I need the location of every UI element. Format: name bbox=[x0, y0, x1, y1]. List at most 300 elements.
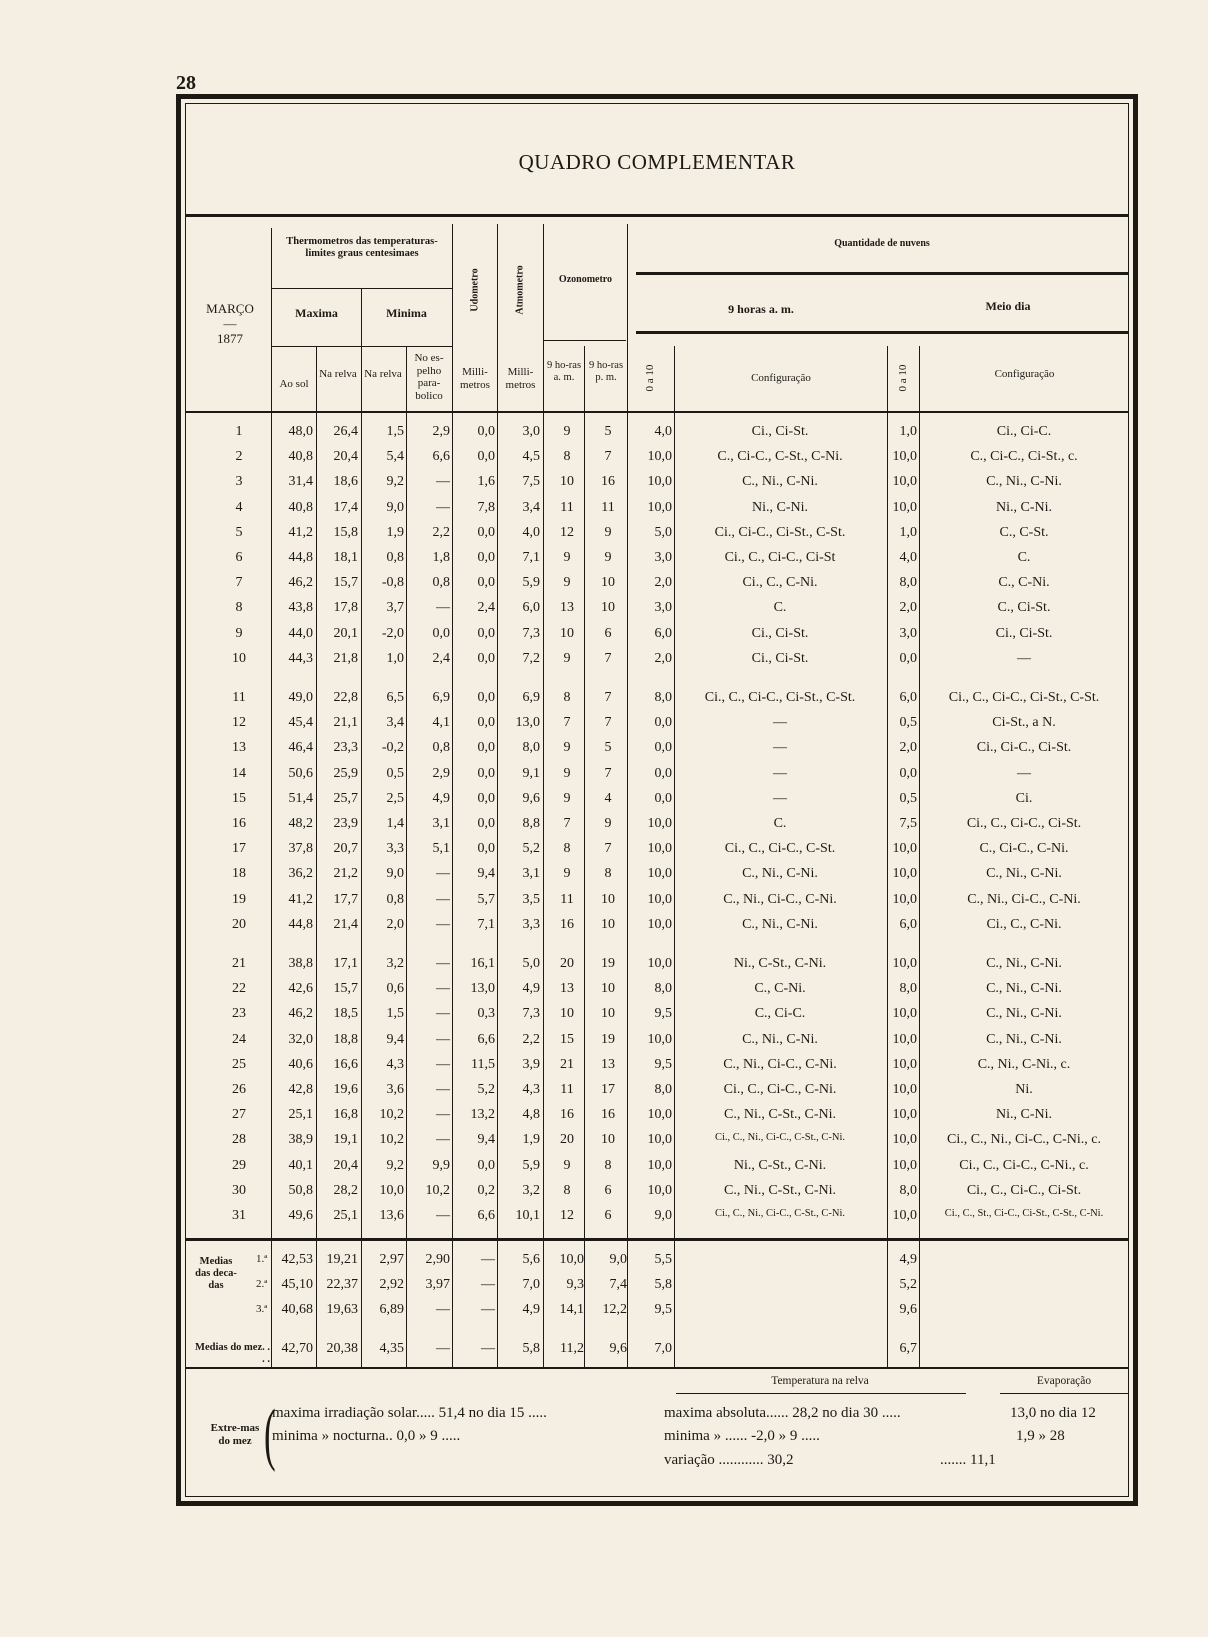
table-cell: 3,1 bbox=[522, 866, 540, 882]
table-cell: 13 bbox=[601, 1056, 615, 1072]
table-cell: 13,0 bbox=[470, 981, 495, 997]
ext-line2-right: 1,9 » 28 bbox=[1016, 1428, 1065, 1444]
table-cell: 1,8 bbox=[432, 550, 450, 565]
table-cell: 10,0 bbox=[892, 474, 917, 490]
table-cell: 0,0 bbox=[654, 715, 672, 731]
table-cell: 9 bbox=[563, 550, 571, 565]
table-cell: 10 bbox=[601, 575, 615, 591]
table-cell: 10,0 bbox=[647, 1157, 672, 1173]
table-cell: 10,0 bbox=[892, 841, 917, 857]
header-atmometro: Atmometro bbox=[514, 265, 526, 315]
table-cell: 17,4 bbox=[333, 499, 358, 515]
table-cell: 16,8 bbox=[333, 1107, 358, 1123]
table-cell: — bbox=[436, 600, 450, 616]
table-cell: 51,4 bbox=[288, 790, 313, 806]
table-cell: 10,0 bbox=[647, 1107, 672, 1123]
table-cell: — bbox=[436, 1056, 450, 1072]
table-cell: 7,8 bbox=[477, 499, 495, 515]
header-ao-sol: Ao sol bbox=[279, 378, 309, 390]
table-cell: 8,0 bbox=[654, 690, 672, 705]
table-cell: C., Ni., C-Ni. bbox=[742, 1031, 818, 1047]
header-config-noon: Configuração bbox=[994, 368, 1055, 380]
table-cell: 3,9 bbox=[522, 1056, 540, 1072]
table-cell: 0,0 bbox=[654, 740, 672, 756]
day-cell: 23 bbox=[232, 1006, 246, 1022]
table-cell: 23,3 bbox=[333, 740, 358, 756]
table-cell: 17,8 bbox=[333, 600, 358, 616]
table-cell: Ni., C-St., C-Ni. bbox=[733, 956, 827, 971]
table-cell: 0,0 bbox=[477, 740, 495, 756]
ext-line3-mid: variação ............ 30,2 bbox=[664, 1452, 794, 1468]
table-cell: 40,6 bbox=[288, 1056, 313, 1072]
means-cell: — bbox=[481, 1277, 495, 1292]
table-cell: 2,4 bbox=[477, 600, 495, 616]
temp-header-rule bbox=[676, 1393, 966, 1394]
table-cell: 4,9 bbox=[522, 981, 540, 997]
table-cell: 10,2 bbox=[379, 1107, 404, 1123]
table-cell: 3,0 bbox=[654, 550, 672, 565]
table-cell: 3,0 bbox=[899, 625, 917, 641]
means-noon-cell: 5,2 bbox=[899, 1277, 917, 1292]
table-cell: 7 bbox=[563, 715, 571, 731]
table-cell: 3,4 bbox=[522, 499, 540, 515]
means-end-rule bbox=[186, 1367, 1128, 1369]
means-cell: 9,6 bbox=[609, 1341, 627, 1356]
means-cell: 19,63 bbox=[326, 1302, 358, 1317]
table-cell: 10 bbox=[601, 1132, 615, 1148]
day-cell: 29 bbox=[232, 1157, 246, 1173]
table-cell: 10 bbox=[560, 1006, 574, 1022]
table-cell: 10,0 bbox=[647, 474, 672, 490]
day-cell: 10 bbox=[232, 650, 246, 666]
table-cell: 8 bbox=[563, 449, 571, 465]
table-cell: 9,1 bbox=[522, 765, 540, 781]
col-rule bbox=[627, 224, 628, 1368]
header-bottom-rule bbox=[186, 411, 1128, 413]
table-cell: 0,0 bbox=[477, 690, 495, 705]
col-rule bbox=[406, 346, 407, 1368]
table-cell: 8,0 bbox=[899, 575, 917, 591]
table-cell: 48,2 bbox=[288, 816, 313, 831]
table-cell: 9,6 bbox=[522, 790, 540, 806]
day-cell: 19 bbox=[232, 891, 246, 907]
table-cell: 0,0 bbox=[899, 765, 917, 781]
table-cell: 41,2 bbox=[288, 524, 313, 540]
table-cell: 10,0 bbox=[647, 956, 672, 971]
table-cell: 10,0 bbox=[647, 841, 672, 857]
table-cell: 2,2 bbox=[432, 524, 450, 540]
table-cell: 44,8 bbox=[288, 550, 313, 565]
table-cell: -2,0 bbox=[381, 625, 404, 641]
means-cell: — bbox=[481, 1302, 495, 1317]
table-cell: 13,6 bbox=[379, 1208, 404, 1223]
means-cell: 2,92 bbox=[379, 1277, 404, 1292]
table-cell: 4,9 bbox=[432, 790, 450, 806]
table-cell: 0,0 bbox=[477, 625, 495, 641]
table-cell: 40,8 bbox=[288, 499, 313, 515]
table-cell: 9 bbox=[563, 1157, 571, 1173]
table-cell: 0,0 bbox=[477, 650, 495, 666]
table-cell: 0,6 bbox=[386, 981, 404, 997]
table-cell: 15,8 bbox=[333, 524, 358, 540]
table-cell: C., Ci-C. bbox=[754, 1006, 806, 1022]
table-cell: 6,9 bbox=[522, 690, 540, 705]
table-cell: — bbox=[436, 474, 450, 490]
table-cell: 0,0 bbox=[477, 715, 495, 731]
decade-number: 1.ª bbox=[256, 1253, 268, 1265]
table-cell: — bbox=[436, 1132, 450, 1148]
ozono-sub-rule bbox=[544, 340, 626, 341]
means-cell: 7,0 bbox=[522, 1277, 540, 1292]
means-noon-cell: 6,7 bbox=[899, 1341, 917, 1356]
table-cell: 18,8 bbox=[333, 1031, 358, 1047]
table-cell: — bbox=[436, 1107, 450, 1123]
day-cell: 7 bbox=[235, 575, 243, 591]
table-cell: 9,0 bbox=[386, 499, 404, 515]
table-cell: C., Ci-C., C-Ni. bbox=[979, 841, 1069, 857]
table-cell: 10 bbox=[601, 981, 615, 997]
means-cell: 12,2 bbox=[602, 1302, 627, 1317]
table-cell: 10,1 bbox=[515, 1208, 540, 1223]
table-cell: 38,9 bbox=[288, 1132, 313, 1148]
table-cell: Ci., C., C-Ni. bbox=[986, 916, 1062, 932]
table-cell: Ci., C., Ci-C., C-Ni. bbox=[723, 1082, 837, 1097]
day-cell: 9 bbox=[235, 625, 243, 641]
table-cell: 1,9 bbox=[386, 524, 404, 540]
table-cell: 9 bbox=[563, 765, 571, 781]
table-cell: 2,4 bbox=[432, 650, 450, 666]
table-cell: 10,0 bbox=[892, 1208, 917, 1223]
table-cell: 11 bbox=[560, 891, 574, 907]
table-cell: 8 bbox=[604, 1157, 612, 1173]
table-cell: 4,1 bbox=[432, 715, 450, 731]
table-cell: 11 bbox=[560, 1082, 574, 1097]
table-cell: C., Ni., C-St., C-Ni. bbox=[723, 1182, 837, 1198]
table-cell: 25,1 bbox=[288, 1107, 313, 1123]
means-cell: 45,10 bbox=[281, 1277, 313, 1292]
table-cell: 46,4 bbox=[288, 740, 313, 756]
table-cell: 10,0 bbox=[647, 891, 672, 907]
table-cell: 18,5 bbox=[333, 1006, 358, 1022]
table-cell: — bbox=[773, 740, 787, 756]
table-cell: — bbox=[1017, 765, 1031, 781]
table-cell: 9 bbox=[563, 424, 571, 439]
table-cell: 7,3 bbox=[522, 1006, 540, 1022]
table-cell: 21,2 bbox=[333, 866, 358, 882]
table-cell: 7,5 bbox=[522, 474, 540, 490]
table-cell: 2,2 bbox=[522, 1031, 540, 1047]
table-cell: C., Ni., C-Ni. bbox=[986, 956, 1062, 971]
table-cell: 49,0 bbox=[288, 690, 313, 705]
table-cell: 18,1 bbox=[333, 550, 358, 565]
day-cell: 21 bbox=[232, 956, 246, 971]
table-cell: 23,9 bbox=[333, 816, 358, 831]
month-means-label: Medias do mez. . . . bbox=[195, 1342, 270, 1366]
table-cell: 20,4 bbox=[333, 449, 358, 465]
table-cell: Ci., C., Ci-C., Ci-St., C-St. bbox=[948, 690, 1100, 705]
table-cell: 0,0 bbox=[477, 424, 495, 439]
table-cell: 10,0 bbox=[892, 891, 917, 907]
table-cell: 6,0 bbox=[654, 625, 672, 641]
table-cell: Ci., Ci-C. bbox=[996, 424, 1052, 439]
table-cell: 10 bbox=[601, 1006, 615, 1022]
table-cell: Ci., C., Ci-C., Ci-St. bbox=[966, 816, 1082, 831]
table-cell: 31,4 bbox=[288, 474, 313, 490]
table-cell: 0,2 bbox=[477, 1182, 495, 1198]
table-cell: 26,4 bbox=[333, 424, 358, 439]
table-cell: 6,9 bbox=[432, 690, 450, 705]
table-cell: 2,9 bbox=[432, 424, 450, 439]
table-cell: 0,5 bbox=[899, 715, 917, 731]
table-cell: 50,6 bbox=[288, 765, 313, 781]
decade-label: Medias das deca-das bbox=[195, 1256, 237, 1292]
col-rule bbox=[919, 346, 920, 1368]
header-oz-pm: 9 ho-ras p. m. bbox=[588, 360, 624, 384]
table-cell: 2,0 bbox=[654, 575, 672, 591]
table-cell: 17,7 bbox=[333, 891, 358, 907]
table-cell: 18,6 bbox=[333, 474, 358, 490]
table-cell: 11 bbox=[560, 499, 574, 515]
table-cell: 10,0 bbox=[892, 956, 917, 971]
table-cell: Ci., C., Ni., Ci-C., C-St., C-Ni. bbox=[714, 1208, 846, 1219]
table-cell: 9 bbox=[604, 550, 612, 565]
day-cell: 16 bbox=[232, 816, 246, 831]
means-cell: 42,70 bbox=[281, 1341, 313, 1356]
day-cell: 22 bbox=[232, 981, 246, 997]
means-cell: 5,6 bbox=[522, 1252, 540, 1267]
table-cell: 0,0 bbox=[477, 1157, 495, 1173]
table-cell: 16 bbox=[601, 1107, 615, 1123]
header-clouds: Quantidade de nuvens bbox=[834, 238, 930, 249]
table-cell: 9,9 bbox=[432, 1157, 450, 1173]
table-cell: Ni., C-Ni. bbox=[996, 499, 1052, 515]
table-cell: 10,0 bbox=[892, 1157, 917, 1173]
table-cell: 1,5 bbox=[386, 424, 404, 439]
table-cell: 3,7 bbox=[386, 600, 404, 616]
day-cell: 2 bbox=[235, 449, 243, 465]
table-cell: 6,0 bbox=[899, 690, 917, 705]
col-rule bbox=[584, 346, 585, 1368]
table-cell: 1,4 bbox=[386, 816, 404, 831]
table-cell: 17,1 bbox=[333, 956, 358, 971]
means-cell: 40,68 bbox=[281, 1302, 313, 1317]
table-cell: 19,6 bbox=[333, 1082, 358, 1097]
evap-header-rule bbox=[1000, 1393, 1128, 1394]
table-cell: 0,0 bbox=[654, 765, 672, 781]
day-cell: 24 bbox=[232, 1031, 246, 1047]
data-end-rule bbox=[186, 1238, 1128, 1241]
table-cell: — bbox=[436, 1208, 450, 1223]
day-cell: 13 bbox=[232, 740, 246, 756]
table-cell: 10,0 bbox=[892, 1031, 917, 1047]
day-cell: 15 bbox=[232, 790, 246, 806]
table-cell: 3,2 bbox=[522, 1182, 540, 1198]
day-cell: 17 bbox=[232, 841, 246, 857]
table-cell: 8,0 bbox=[899, 1182, 917, 1198]
month-dash: — bbox=[223, 315, 237, 331]
temp-header: Temperatura na relva bbox=[771, 1375, 869, 1387]
year-label: 1877 bbox=[217, 330, 243, 346]
table-cell: 16 bbox=[601, 474, 615, 490]
table-cell: 4,0 bbox=[654, 424, 672, 439]
table-cell: 5,7 bbox=[477, 891, 495, 907]
header-espelho: No es-pelho para-bolico bbox=[414, 352, 444, 402]
table-cell: 2,0 bbox=[899, 740, 917, 756]
table-cell: — bbox=[436, 916, 450, 932]
table-cell: 20 bbox=[560, 956, 574, 971]
table-cell: 1,0 bbox=[899, 524, 917, 540]
table-cell: 9 bbox=[604, 524, 612, 540]
table-cell: 10,0 bbox=[892, 449, 917, 465]
table-title: QUADRO COMPLEMENTAR bbox=[518, 150, 796, 174]
header-nine-am: 9 horas a. m. bbox=[728, 302, 794, 316]
table-cell: 0,5 bbox=[386, 765, 404, 781]
day-cell: 18 bbox=[232, 866, 246, 882]
table-cell: 7,2 bbox=[522, 650, 540, 666]
table-cell: 44,8 bbox=[288, 916, 313, 932]
table-cell: 0,0 bbox=[477, 841, 495, 857]
table-cell: 16,6 bbox=[333, 1056, 358, 1072]
means-cell: 2,90 bbox=[425, 1252, 450, 1267]
table-cell: 16 bbox=[560, 1107, 574, 1123]
header-scale-noon: 0 a 10 bbox=[897, 364, 909, 392]
means-cell: 22,37 bbox=[326, 1277, 358, 1292]
day-cell: 12 bbox=[232, 715, 246, 731]
table-cell: 20,7 bbox=[333, 841, 358, 857]
table-cell: — bbox=[436, 1006, 450, 1022]
table-cell: 7 bbox=[604, 841, 612, 857]
table-cell: 20,4 bbox=[333, 1157, 358, 1173]
table-cell: C., Ni., C-Ni. bbox=[742, 474, 818, 490]
table-cell: 10,0 bbox=[892, 1006, 917, 1022]
table-cell: C., Ni., Ci-C., C-Ni. bbox=[967, 891, 1081, 907]
table-cell: 7,3 bbox=[522, 625, 540, 641]
table-cell: 44,0 bbox=[288, 625, 313, 641]
table-cell: 4,8 bbox=[522, 1107, 540, 1123]
table-cell: — bbox=[436, 956, 450, 971]
table-cell: Ci., C., Ci-C., Ci-St bbox=[724, 550, 836, 565]
day-cell: 1 bbox=[235, 424, 243, 439]
table-cell: 0,0 bbox=[654, 790, 672, 806]
table-cell: 6,6 bbox=[477, 1031, 495, 1047]
table-cell: 7 bbox=[604, 650, 612, 666]
means-cell: — bbox=[481, 1341, 495, 1356]
col-rule bbox=[316, 346, 317, 1368]
day-cell: 8 bbox=[235, 600, 243, 616]
table-cell: 10,0 bbox=[647, 866, 672, 882]
header-na-relva-min: Na relva bbox=[364, 368, 402, 380]
table-cell: 9 bbox=[563, 650, 571, 666]
table-cell: 4,0 bbox=[899, 550, 917, 565]
table-cell: 40,8 bbox=[288, 449, 313, 465]
table-cell: 9,4 bbox=[477, 866, 495, 882]
table-cell: 16,1 bbox=[470, 956, 495, 971]
table-cell: 17 bbox=[601, 1082, 615, 1097]
table-cell: 45,4 bbox=[288, 715, 313, 731]
table-cell: 1,5 bbox=[386, 1006, 404, 1022]
table-cell: 9 bbox=[563, 790, 571, 806]
table-cell: 7 bbox=[604, 690, 612, 705]
table-cell: C. bbox=[773, 600, 787, 616]
day-cell: 28 bbox=[232, 1132, 246, 1148]
table-cell: 10,0 bbox=[379, 1182, 404, 1198]
means-cell: 6,89 bbox=[379, 1302, 404, 1317]
table-cell: 0,0 bbox=[432, 625, 450, 641]
day-cell: 4 bbox=[235, 499, 243, 515]
day-cell: 11 bbox=[232, 690, 246, 705]
table-cell: 21 bbox=[560, 1056, 574, 1072]
table-cell: 7,1 bbox=[522, 550, 540, 565]
day-cell: 6 bbox=[235, 550, 243, 565]
table-cell: C., Ci-C., Ci-St., c. bbox=[970, 449, 1078, 465]
table-cell: 5,9 bbox=[522, 1157, 540, 1173]
means-cell: 11,2 bbox=[560, 1341, 584, 1356]
table-cell: 0,8 bbox=[432, 740, 450, 756]
table-cell: 42,6 bbox=[288, 981, 313, 997]
table-cell: 3,1 bbox=[432, 816, 450, 831]
table-cell: 6,5 bbox=[386, 690, 404, 705]
means-cell: 20,38 bbox=[326, 1341, 358, 1356]
table-cell: 46,2 bbox=[288, 1006, 313, 1022]
table-cell: 0,0 bbox=[477, 449, 495, 465]
day-cell: 27 bbox=[232, 1107, 246, 1123]
table-cell: 8,8 bbox=[522, 816, 540, 831]
table-cell: 43,8 bbox=[288, 600, 313, 616]
means-cell: 5,5 bbox=[654, 1252, 672, 1267]
table-cell: 11,5 bbox=[471, 1056, 495, 1072]
table-cell: 10,0 bbox=[647, 1182, 672, 1198]
table-cell: Ci-St., a N. bbox=[992, 715, 1056, 731]
table-cell: 8 bbox=[563, 1182, 571, 1198]
ext-line1-mid: maxima absoluta...... 28,2 no dia 30 ..... bbox=[664, 1405, 901, 1421]
table-cell: 9,2 bbox=[386, 1157, 404, 1173]
table-cell: 2,9 bbox=[432, 765, 450, 781]
table-cell: 1,6 bbox=[477, 474, 495, 490]
table-cell: 6,0 bbox=[522, 600, 540, 616]
table-cell: Ci., C., Ci-C., C-St. bbox=[724, 841, 836, 857]
table-cell: C., Ni., C-Ni. bbox=[986, 474, 1062, 490]
col-rule bbox=[497, 224, 498, 1368]
day-cell: 25 bbox=[232, 1056, 246, 1072]
table-cell: 15 bbox=[560, 1031, 574, 1047]
table-cell: 9 bbox=[563, 740, 571, 756]
table-cell: 8,0 bbox=[522, 740, 540, 756]
table-cell: 2,5 bbox=[386, 790, 404, 806]
table-cell: 9 bbox=[563, 575, 571, 591]
table-cell: 5 bbox=[604, 424, 612, 439]
table-cell: 0,0 bbox=[477, 524, 495, 540]
means-noon-cell: 4,9 bbox=[899, 1252, 917, 1267]
table-cell: 11 bbox=[601, 499, 615, 515]
table-cell: 13 bbox=[560, 600, 574, 616]
table-cell: 6,6 bbox=[477, 1208, 495, 1223]
table-cell: C., C-St. bbox=[999, 524, 1049, 540]
day-cell: 14 bbox=[232, 765, 246, 781]
table-cell: 8 bbox=[563, 841, 571, 857]
decade-number: 3.ª bbox=[256, 1303, 268, 1315]
table-cell: -0,2 bbox=[381, 740, 404, 756]
header-config-am: Configuração bbox=[751, 372, 811, 384]
table-cell: 2,0 bbox=[654, 650, 672, 666]
table-cell: 7,1 bbox=[477, 916, 495, 932]
table-cell: 38,8 bbox=[288, 956, 313, 971]
table-cell: 13,2 bbox=[470, 1107, 495, 1123]
table-cell: 21,4 bbox=[333, 916, 358, 932]
header-top-rule bbox=[186, 214, 1128, 217]
extremes-label: Extre-mas do mez bbox=[210, 1422, 260, 1447]
table-cell: 8,0 bbox=[654, 1082, 672, 1097]
table-cell: 10,0 bbox=[647, 449, 672, 465]
